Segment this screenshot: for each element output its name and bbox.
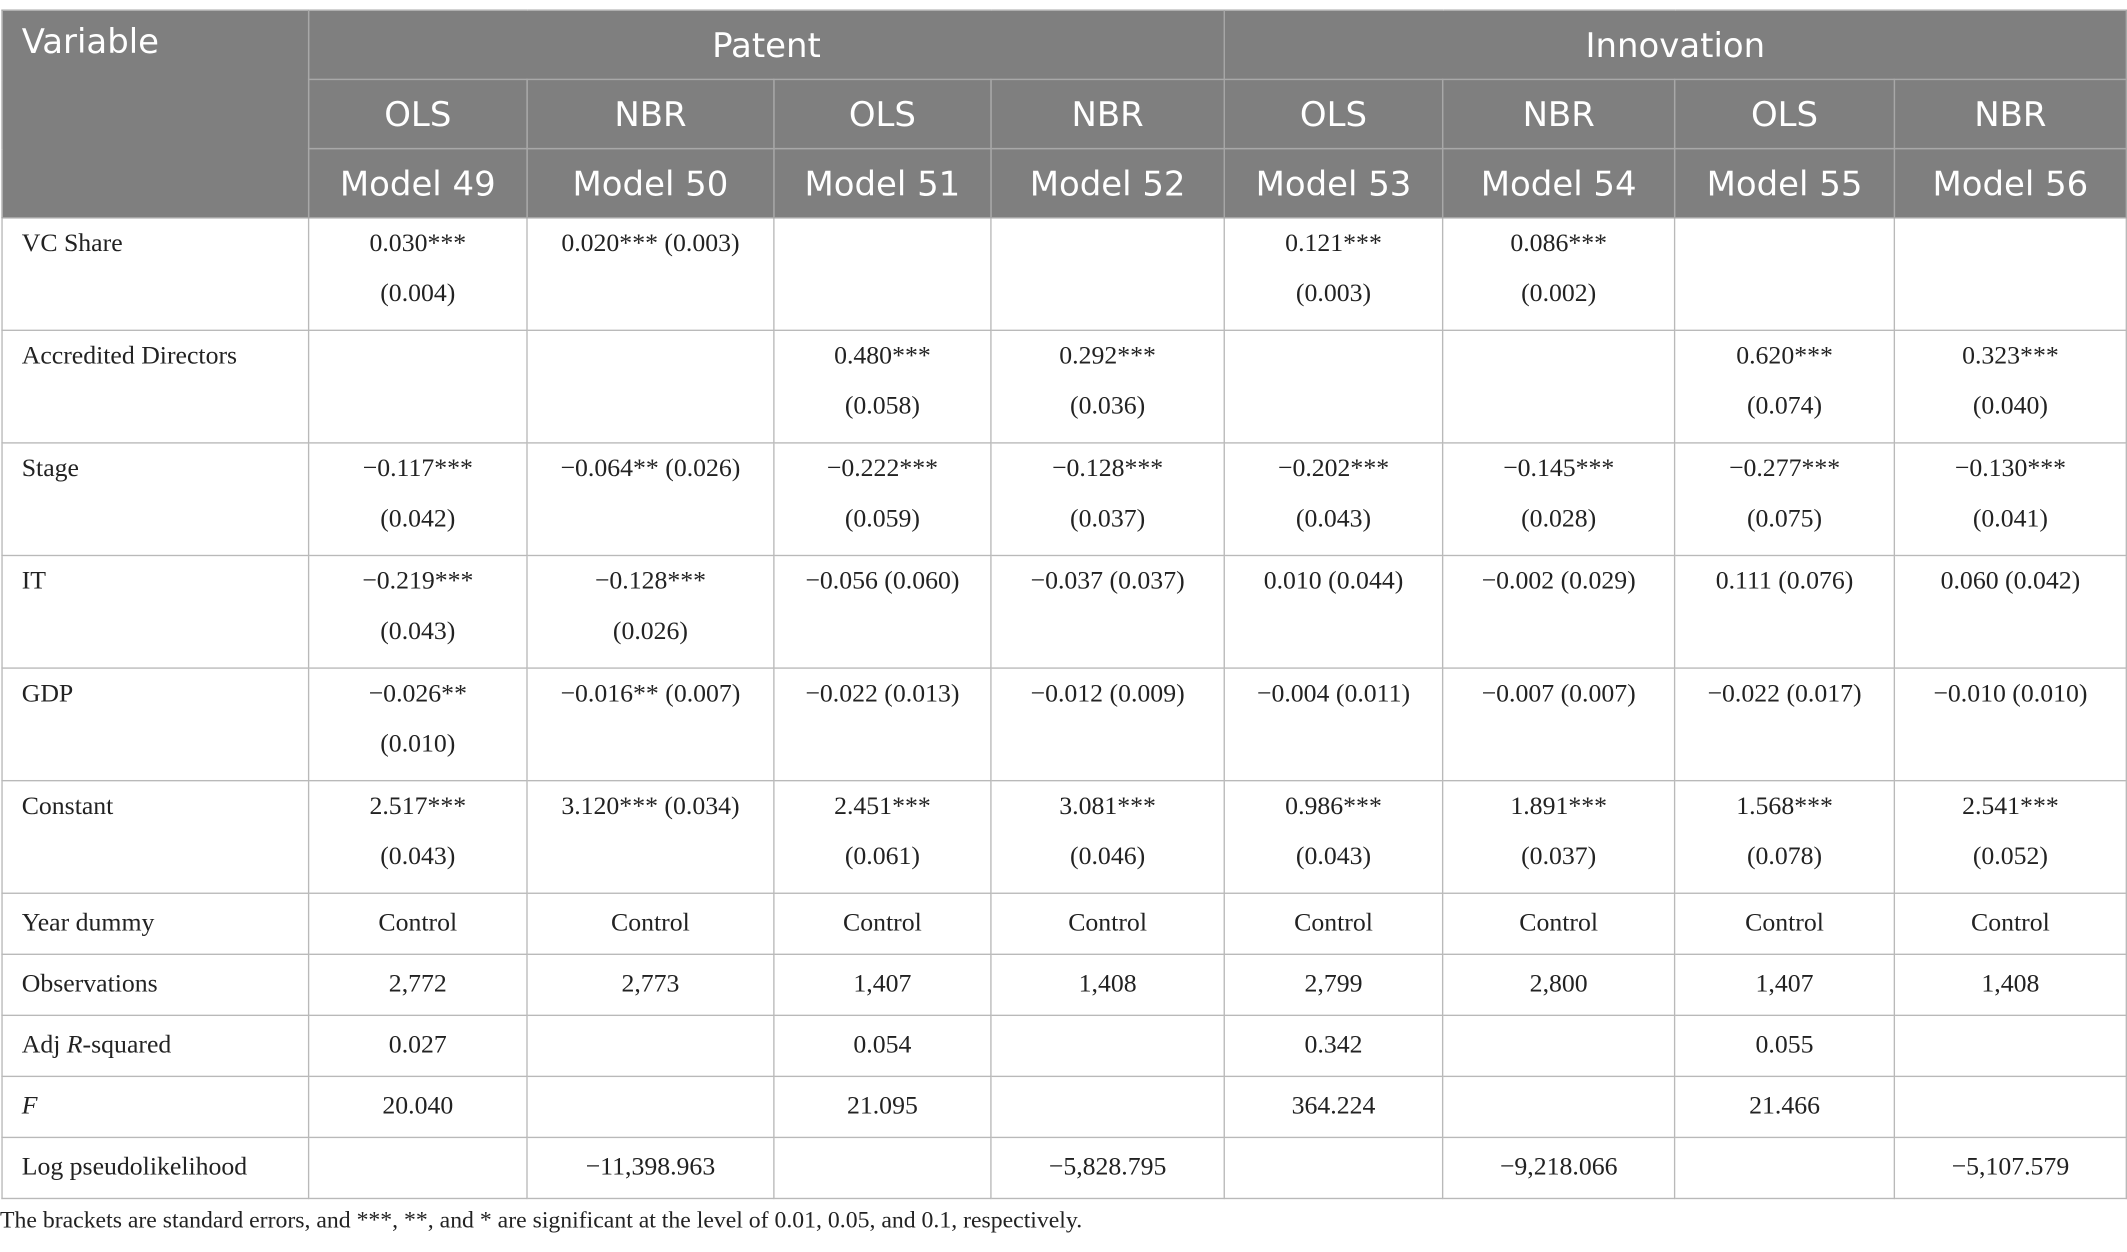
cell-value: −9,218.066 [1499, 1153, 1618, 1182]
table-cell [527, 668, 774, 781]
table-cell [1675, 443, 1895, 556]
cell-value: 1,407 [853, 969, 912, 999]
cell-value: −0.022 (0.017) [1707, 679, 1862, 709]
table-cell [1675, 781, 1895, 894]
cell-value: 0.323*** [1962, 341, 2059, 371]
table-cell [1894, 893, 2126, 954]
table-cell [309, 330, 527, 443]
cell-value: −0.128*** [1052, 454, 1164, 483]
cell-value: 0.020*** (0.003) [561, 229, 740, 258]
cell-value: (0.026) [612, 617, 689, 646]
cell-value: (0.042) [380, 504, 456, 534]
table-body [2, 218, 2126, 1199]
table-note: The brackets are standard errors, and ***, **, and * are significant at the level of 0.01, 0.05, and 0.1, respectively. [0, 1205, 1083, 1234]
table-cell [1224, 954, 1442, 1015]
cell-value: (0.078) [1746, 842, 1823, 871]
cell-value: (0.061) [844, 842, 920, 871]
row-label: VC Share [2, 218, 309, 331]
table-cell [1443, 954, 1675, 1015]
cell-value: −0.007 (0.007) [1481, 679, 1636, 709]
cell-value: 3.120*** (0.034) [561, 792, 740, 821]
table-cell [527, 954, 774, 1015]
model-header: Model 52 [991, 149, 1224, 218]
table-cell [1443, 781, 1675, 894]
cell-value: −0.002 (0.029) [1481, 567, 1636, 596]
table-cell [1894, 668, 2126, 781]
cell-value: Control [1294, 908, 1373, 938]
cell-value: −0.277*** [1728, 454, 1841, 483]
table-cell [1675, 1137, 1895, 1198]
row-label: Constant [2, 781, 309, 894]
table-row [2, 781, 2126, 894]
cell-value: −5,107.579 [1951, 1153, 2070, 1182]
model-header: Model 49 [309, 149, 527, 218]
cell-value: (0.052) [1972, 842, 2048, 871]
table-cell [1224, 1137, 1442, 1198]
table-cell [1443, 555, 1675, 668]
table-cell [1224, 1076, 1442, 1137]
cell-value: −0.202*** [1277, 454, 1390, 483]
table-cell [309, 668, 527, 781]
cell-value: (0.075) [1746, 504, 1823, 534]
cell-value: −0.022 (0.013) [805, 679, 960, 709]
cell-value: (0.074) [1746, 392, 1823, 421]
table-cell [991, 781, 1224, 894]
table-cell [1675, 668, 1895, 781]
table-cell [774, 555, 991, 668]
row-label [2, 1015, 309, 1076]
cell-value: (0.046) [1070, 842, 1146, 871]
table-cell [527, 330, 774, 443]
cell-value: 1,408 [1981, 969, 2040, 999]
cell-value: −0.016** (0.007) [560, 679, 741, 709]
row-label-italic: R [66, 1030, 83, 1060]
row-label-text: -squared [82, 1030, 172, 1060]
table-cell [1894, 443, 2126, 556]
table-cell [1894, 781, 2126, 894]
table-row [2, 330, 2126, 443]
method-header: NBR [1894, 79, 2126, 148]
table-row [2, 954, 2126, 1015]
table-cell [774, 218, 991, 331]
table-cell [527, 893, 774, 954]
cell-value: (0.058) [844, 392, 920, 421]
model-header: Model 51 [774, 149, 991, 218]
cell-value: (0.043) [1295, 842, 1372, 871]
cell-value: 0.121*** [1285, 229, 1382, 258]
table-cell [527, 781, 774, 894]
table-cell [1224, 330, 1442, 443]
cell-value: (0.004) [380, 279, 456, 308]
method-header: NBR [527, 79, 774, 148]
table-cell [1443, 330, 1675, 443]
cell-value: Control [611, 908, 690, 938]
table-cell [1224, 218, 1442, 331]
cell-value: 0.342 [1304, 1030, 1363, 1060]
table-row [2, 218, 2126, 331]
cell-value: Control [1519, 908, 1599, 938]
model-header: Model 54 [1443, 149, 1675, 218]
cell-value: 0.055 [1755, 1030, 1814, 1060]
table-cell [1443, 218, 1675, 331]
cell-value: −0.064** (0.026) [560, 454, 741, 483]
table-cell [991, 218, 1224, 331]
model-header: Model 55 [1675, 149, 1895, 218]
table-cell [1224, 555, 1442, 668]
table-row [2, 1015, 2126, 1076]
table-row [2, 893, 2126, 954]
table-cell [1675, 1015, 1895, 1076]
cell-value: −0.010 (0.010) [1933, 679, 2088, 709]
model-header-row [2, 149, 2126, 218]
table-cell [527, 443, 774, 556]
cell-value: Control [1745, 908, 1824, 938]
cell-value: (0.043) [380, 842, 456, 871]
cell-value: 2.517*** [369, 792, 467, 821]
table-cell [774, 954, 991, 1015]
cell-value: (0.037) [1521, 842, 1597, 871]
group-header-innovation: Innovation [1224, 10, 2126, 79]
cell-value: (0.040) [1972, 392, 2048, 421]
table-cell [1675, 893, 1895, 954]
table-cell [309, 954, 527, 1015]
cell-value: (0.037) [1070, 504, 1146, 534]
table-cell [527, 1076, 774, 1137]
cell-value: 0.111 (0.076) [1715, 567, 1854, 596]
table-cell [774, 893, 991, 954]
cell-value: −0.026** [368, 679, 467, 709]
table-cell [1894, 555, 2126, 668]
cell-value: (0.010) [380, 729, 456, 759]
cell-value: (0.002) [1521, 279, 1597, 308]
cell-value: 2,799 [1304, 969, 1363, 999]
cell-value: Control [1971, 908, 2050, 938]
table-cell [991, 555, 1224, 668]
variable-header: Variable [2, 10, 309, 218]
method-header-row [2, 79, 2126, 148]
method-header: OLS [309, 79, 527, 148]
row-label: IT [2, 555, 309, 668]
table-cell [1224, 1015, 1442, 1076]
table-cell [1675, 954, 1895, 1015]
table-cell [1894, 1137, 2126, 1198]
cell-value: (0.059) [844, 504, 920, 534]
table-cell [309, 555, 527, 668]
model-header: Model 56 [1894, 149, 2126, 218]
row-label: Stage [2, 443, 309, 556]
table-cell [991, 954, 1224, 1015]
cell-value: 0.620*** [1736, 341, 1833, 371]
table-row [2, 555, 2126, 668]
table-cell [309, 781, 527, 894]
cell-value: −0.012 (0.009) [1030, 679, 1185, 709]
cell-value: 0.086*** [1510, 229, 1608, 258]
cell-value: −11,398.963 [585, 1153, 716, 1182]
table-cell [1443, 1137, 1675, 1198]
cell-value: 2,772 [388, 969, 447, 999]
table-cell [991, 443, 1224, 556]
cell-value: 2.451*** [834, 792, 931, 821]
cell-value: 0.060 (0.042) [1940, 567, 2081, 596]
table-cell [1443, 1015, 1675, 1076]
table-cell [774, 1076, 991, 1137]
row-label: Log pseudolikelihood [2, 1137, 309, 1198]
table-cell [1443, 893, 1675, 954]
table-cell [309, 218, 527, 331]
table-cell [527, 218, 774, 331]
table-cell [774, 443, 991, 556]
table-cell [991, 330, 1224, 443]
table-cell [309, 1015, 527, 1076]
table-cell [774, 1015, 991, 1076]
method-header: NBR [1443, 79, 1675, 148]
table-cell [774, 1137, 991, 1198]
cell-value: Control [843, 908, 922, 938]
table-row [2, 443, 2126, 556]
row-label [2, 1076, 309, 1137]
table-cell [527, 555, 774, 668]
cell-value: 2,800 [1529, 969, 1588, 999]
row-label-italic: F [21, 1091, 38, 1121]
row-label: Observations [2, 954, 309, 1015]
table-cell [1443, 1076, 1675, 1137]
table-cell [991, 1076, 1224, 1137]
cell-value: −0.130*** [1954, 454, 2066, 483]
row-label-text: Adj [21, 1030, 67, 1060]
table-cell [1675, 1076, 1895, 1137]
cell-value: 1.568*** [1736, 792, 1833, 821]
cell-value: (0.003) [1295, 279, 1372, 308]
table-cell [309, 893, 527, 954]
table-row [2, 668, 2126, 781]
table-cell [774, 330, 991, 443]
table-cell [1443, 668, 1675, 781]
table-cell [774, 781, 991, 894]
table-cell [1224, 443, 1442, 556]
table-cell [1675, 218, 1895, 331]
cell-value: 21.095 [846, 1091, 918, 1121]
table-cell [309, 1137, 527, 1198]
cell-value: 1,407 [1755, 969, 1814, 999]
cell-value: −0.222*** [826, 454, 938, 483]
cell-value: −0.037 (0.037) [1030, 567, 1185, 596]
cell-value: 0.010 (0.044) [1263, 567, 1404, 596]
table-cell [1894, 1076, 2126, 1137]
table-cell [1224, 781, 1442, 894]
cell-value: 1.891*** [1510, 792, 1608, 821]
cell-value: (0.028) [1521, 504, 1597, 534]
cell-value: −5,828.795 [1048, 1153, 1167, 1182]
table-cell [1894, 218, 2126, 331]
table-header [2, 10, 2126, 218]
cell-value: 0.986*** [1285, 792, 1382, 821]
cell-value: 364.224 [1291, 1091, 1376, 1121]
table-cell [774, 668, 991, 781]
cell-value: Control [1068, 908, 1147, 938]
method-header: NBR [991, 79, 1224, 148]
table-cell [991, 1015, 1224, 1076]
model-header: Model 53 [1224, 149, 1442, 218]
method-header: OLS [774, 79, 991, 148]
table-cell [309, 443, 527, 556]
cell-value: (0.043) [380, 617, 456, 646]
table-cell [527, 1137, 774, 1198]
table-row [2, 1076, 2126, 1137]
table-cell [1675, 330, 1895, 443]
cell-value: −0.056 (0.060) [805, 567, 960, 596]
cell-value: 2,773 [621, 969, 680, 999]
cell-value: −0.004 (0.011) [1256, 679, 1411, 709]
method-header: OLS [1224, 79, 1442, 148]
cell-value: 0.027 [388, 1030, 447, 1060]
cell-value: 0.030*** [369, 229, 467, 258]
cell-value: (0.036) [1070, 392, 1146, 421]
cell-value: −0.145*** [1503, 454, 1615, 483]
cell-value: 3.081*** [1059, 792, 1156, 821]
cell-value: 21.466 [1749, 1091, 1820, 1121]
cell-value: 0.054 [853, 1030, 912, 1060]
cell-value: 0.480*** [834, 341, 931, 371]
cell-value: 2.541*** [1962, 792, 2059, 821]
row-label: GDP [2, 668, 309, 781]
table-cell [1894, 330, 2126, 443]
table-cell [1224, 893, 1442, 954]
regression-table [1, 9, 2127, 1199]
cell-value: (0.043) [1295, 504, 1372, 534]
cell-value: 1,408 [1078, 969, 1137, 999]
cell-value: (0.041) [1972, 504, 2048, 534]
table-cell [309, 1076, 527, 1137]
cell-value: −0.117*** [362, 454, 473, 483]
table-cell [527, 1015, 774, 1076]
table-cell [991, 893, 1224, 954]
cell-value: 20.040 [382, 1091, 454, 1121]
row-label: Year dummy [2, 893, 309, 954]
cell-value: −0.128*** [594, 567, 707, 596]
row-label: Accredited Directors [2, 330, 309, 443]
table-cell [991, 1137, 1224, 1198]
cell-value: Control [378, 908, 458, 938]
cell-value: −0.219*** [362, 567, 474, 596]
cell-value: 0.292*** [1059, 341, 1156, 371]
table-cell [1894, 954, 2126, 1015]
table-cell [991, 668, 1224, 781]
table-cell [1443, 443, 1675, 556]
table-cell [1224, 668, 1442, 781]
table-cell [1894, 1015, 2126, 1076]
method-header: OLS [1675, 79, 1895, 148]
group-header-patent: Patent [309, 10, 1225, 79]
model-header: Model 50 [527, 149, 774, 218]
table-row [2, 1137, 2126, 1198]
table-cell [1675, 555, 1895, 668]
